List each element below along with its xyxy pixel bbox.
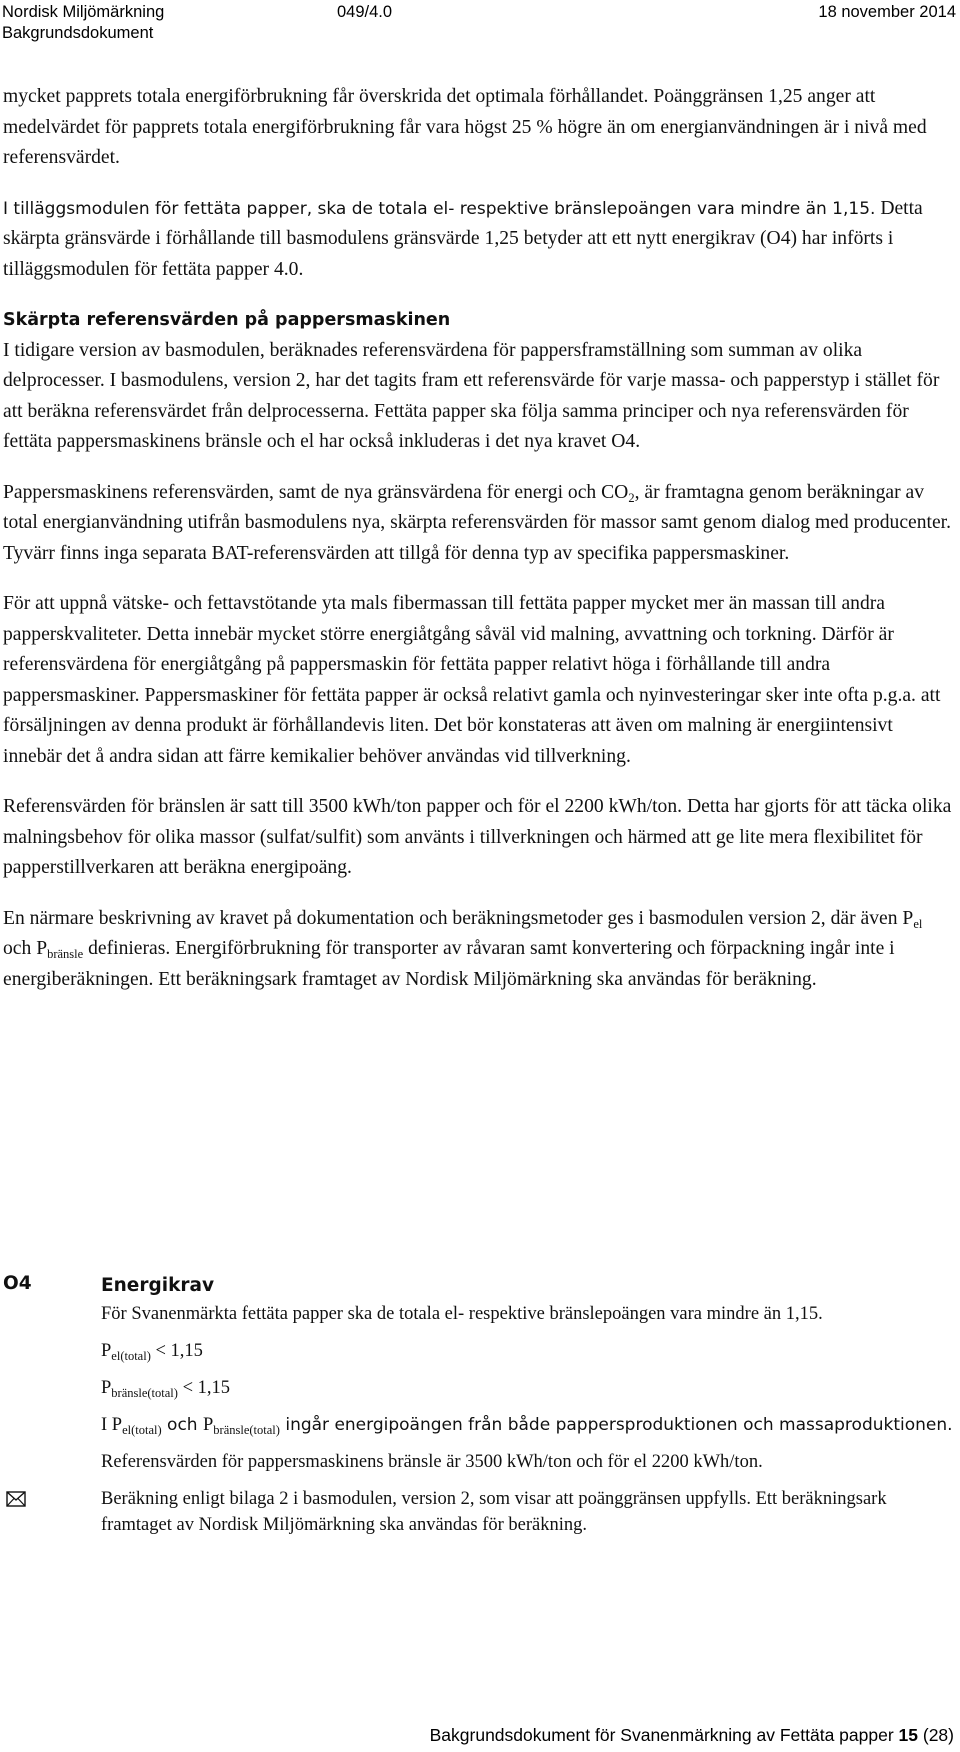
paragraph-text: och P (3, 938, 48, 959)
requirement-documentation: Beräkning enligt bilaga 2 i basmodulen, version 2, som visar att poänggränsen uppfylls. Ett beräkningsark framtaget av Nordisk Miljömärkning ska användas för beräkning. (101, 1489, 887, 1535)
envelope-icon (6, 1489, 26, 1517)
formula-bransle (101, 1375, 955, 1401)
formula-value: < 1,15 (150, 1341, 203, 1361)
formula-el (101, 1338, 955, 1364)
footer-title: Bakgrundsdokument för Svanenmärkning av Fettäta papper (429, 1725, 894, 1745)
footer-page-number: 15 (898, 1725, 918, 1745)
formula-symbol: P (101, 1378, 112, 1398)
subscript: bränsle (47, 947, 84, 961)
subscript: el(total) (122, 1423, 162, 1437)
requirement-intro: För Svanenmärkta fettäta papper ska de totala el- respektive bränslepoängen vara mindre än 1,15. (101, 1304, 823, 1324)
paragraph-text: En närmare beskrivning av kravet på dokumentation och beräkningsmetoder ges i basmodulen version 2, där även P (3, 907, 914, 929)
paragraph-text: Pappersmaskinens referensvärden, samt de nya gränsvärdena för energi och CO (3, 481, 629, 503)
requirement-code: O4 (3, 1273, 32, 1294)
paragraph-text: definieras. Energiförbrukning för transporter av råvaran samt konvertering och förpackning ingår inte i energiberäkningen. Ett beräkningsark framtaget av Nordisk Miljömärkning ska användas för beräkning. (3, 938, 895, 990)
requirement-block (3, 1271, 955, 1538)
note-text: och (161, 1415, 203, 1435)
requirement-header (3, 1271, 955, 1301)
paragraph: Referensvärden för bränslen är satt till 3500 kWh/ton papper och för el 2200 kWh/ton. Detta har gjorts för att täcka olika malningsbehov för olika massor (sulfat/sulfit) som använts i tillverkningen och härmed att ge lite mera flexibilitet för papperstillverkaren att beräkna energipoäng. (3, 796, 952, 878)
paragraph: mycket papprets totala energiförbrukning får överskrida det optimala förhållandet. Poänggränsen 1,25 anger att medelvärdet för papprets totala energiförbrukning får vara högst 25 % högre än om energianvändningen är i nivå med referensvärdet. (3, 86, 927, 168)
paragraph (3, 194, 955, 286)
requirement-title: Energikrav (101, 1275, 215, 1296)
requirement-body (101, 1301, 955, 1475)
header-org: Nordisk Miljömärkning (2, 3, 165, 21)
paragraph-sans-text: I tilläggsmodulen för fettäta papper, ska de totala el- respektive bränslepoängen vara mindre än 1,15. (3, 198, 876, 219)
note-text: ingår energipoängen från både pappersproduktionen och massaproduktionen. (279, 1415, 953, 1435)
paragraph (3, 904, 955, 996)
header-doc-type: Bakgrundsdokument (2, 24, 154, 42)
paragraph: För att uppnå vätske- och fettavstötande yta mals fibermassan till fettäta papper mycket mer än massan till andra papperskvaliteter. Detta innebär mycket större energiåtgång såväl vid malning, avvattning och torkning. Därför är referensvärdena för energiåtgång på pappersmaskin för fettäta papper relativt höga i förhållande till andra pappersmaskiner. Pappersmaskiner för fettäta papper är också relativt gamla och nyinvesteringar sker inte ofta p.g.a. att försäljningen av denna produkt är förhållandevis liten. Det bör konstateras att även om malning är energiintensivt innebär det å andra sidan att färre kemikalier behöver användas vid tillverkning. (3, 593, 941, 767)
subscript: bränsle(total) (213, 1423, 280, 1437)
header-version: 049/4.0 (337, 3, 393, 21)
note-text: P (203, 1415, 214, 1435)
document-body (3, 82, 955, 995)
section-heading: Skärpta referensvärden på pappersmaskinen (3, 310, 451, 330)
formula-symbol: P (101, 1341, 112, 1361)
subscript: bränsle(total) (111, 1386, 178, 1400)
footer-page-total: (28) (922, 1725, 954, 1745)
header-date: 18 november 2014 (818, 3, 956, 21)
paragraph: I tidigare version av basmodulen, beräknades referensvärdena för pappersframställning som summan av olika delprocesser. I basmodulens, version 2, har det tagits fram ett referensvärde för varje massa- och papperstyp i stället för att beräkna referensvärdet från delprocesserna. Fettäta papper ska följa samma principer och nya referensvärden för fettäta pappersmaskinens bränsle och el har också inkluderas i det nya kravet O4. (3, 339, 940, 452)
paragraph-text: Detta skärpta gränsvärde i förhållande till basmodulens gränsvärde 1,25 betyder att ett nytt energikrav (O4) har införts i tilläggsmodulen för fettäta papper 4.0. (3, 197, 923, 280)
subscript: el(total) (111, 1349, 151, 1363)
requirement-note (101, 1412, 955, 1438)
subscript: 2 (628, 490, 635, 505)
documentation-row (3, 1486, 955, 1538)
paragraph-text: , är framtagna genom beräkningar av total energianvändning utifrån basmodulens nya, skärpta referensvärden för massor samt genom dialog med producenter. Tyvärr finns inga separata BAT-referensvärden att tillgå för denna typ av specifika pappersmaskiner. (3, 481, 952, 564)
note-text: I P (101, 1415, 123, 1435)
subscript: el (913, 916, 923, 931)
formula-value: < 1,15 (177, 1378, 230, 1398)
paragraph (3, 478, 955, 570)
page-footer (430, 1724, 954, 1746)
requirement-reference: Referensvärden för pappersmaskinens bränsle är 3500 kWh/ton och för el 2200 kWh/ton. (101, 1452, 763, 1472)
header-left (2, 2, 164, 44)
